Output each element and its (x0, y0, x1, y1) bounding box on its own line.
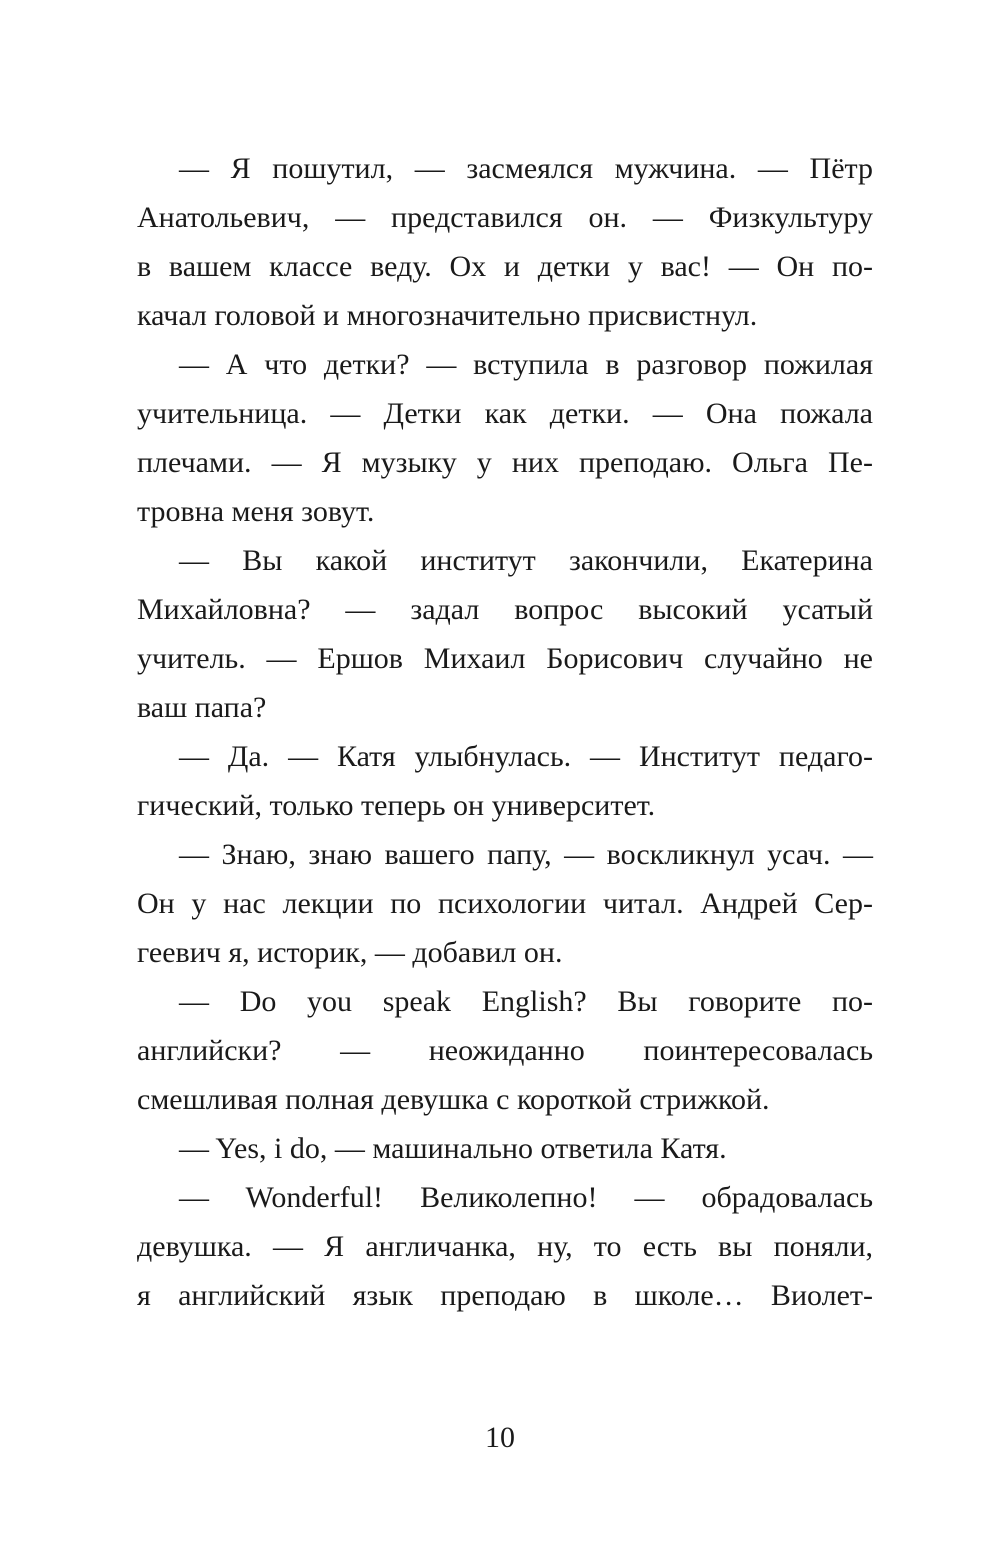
text-line: я английский язык преподаю в школе… Виолет- (137, 1279, 873, 1312)
text-line: английски? — неожиданно поинтересовалась (137, 1034, 873, 1067)
text-line: качал головой и многозначительно присвистнул. (137, 299, 758, 332)
page-number: 10 (485, 1421, 515, 1454)
text-line: учитель. — Ершов Михаил Борисович случайно не (137, 642, 873, 675)
body-text (137, 144, 873, 1320)
text-line: смешливая полная девушка с короткой стрижкой. (137, 1083, 770, 1116)
text-line: — Yes, i do, — машинально ответила Катя. (179, 1132, 727, 1165)
text-line: геевич я, историк, — добавил он. (137, 936, 563, 969)
text-line: — А что детки? — вступила в разговор пожилая (179, 348, 873, 381)
text-line: — Да. — Катя улыбнулась. — Институт педаго- (179, 740, 873, 773)
text-line: Анатольевич, — представился он. — Физкультуру (137, 201, 873, 234)
text-line: — Знаю, знаю вашего папу, — воскликнул усач. — (179, 838, 873, 871)
text-line: Михайловна? — задал вопрос высокий усатый (137, 593, 873, 626)
text-line: — Вы какой институт закончили, Екатерина (179, 544, 873, 577)
text-line: учительница. — Детки как детки. — Она пожала (137, 397, 873, 430)
text-line: — Do you speak English? Вы говорите по- (179, 985, 873, 1018)
text-line: плечами. — Я музыку у них преподаю. Ольга Пе- (137, 446, 873, 479)
text-line: — Я пошутил, — засмеялся мужчина. — Пётр (179, 152, 873, 185)
text-line: — Wonderful! Великолепно! — обрадовалась (179, 1181, 873, 1214)
text-line: тровна меня зовут. (137, 495, 375, 528)
text-line: Он у нас лекции по психологии читал. Андрей Сер- (137, 887, 873, 920)
text-line: гический, только теперь он университет. (137, 789, 656, 822)
text-line: девушка. — Я англичанка, ну, то есть вы поняли, (137, 1230, 873, 1263)
text-line: в вашем классе веду. Ох и детки у вас! — Он по- (137, 250, 873, 283)
text-line: ваш папа? (137, 691, 267, 724)
